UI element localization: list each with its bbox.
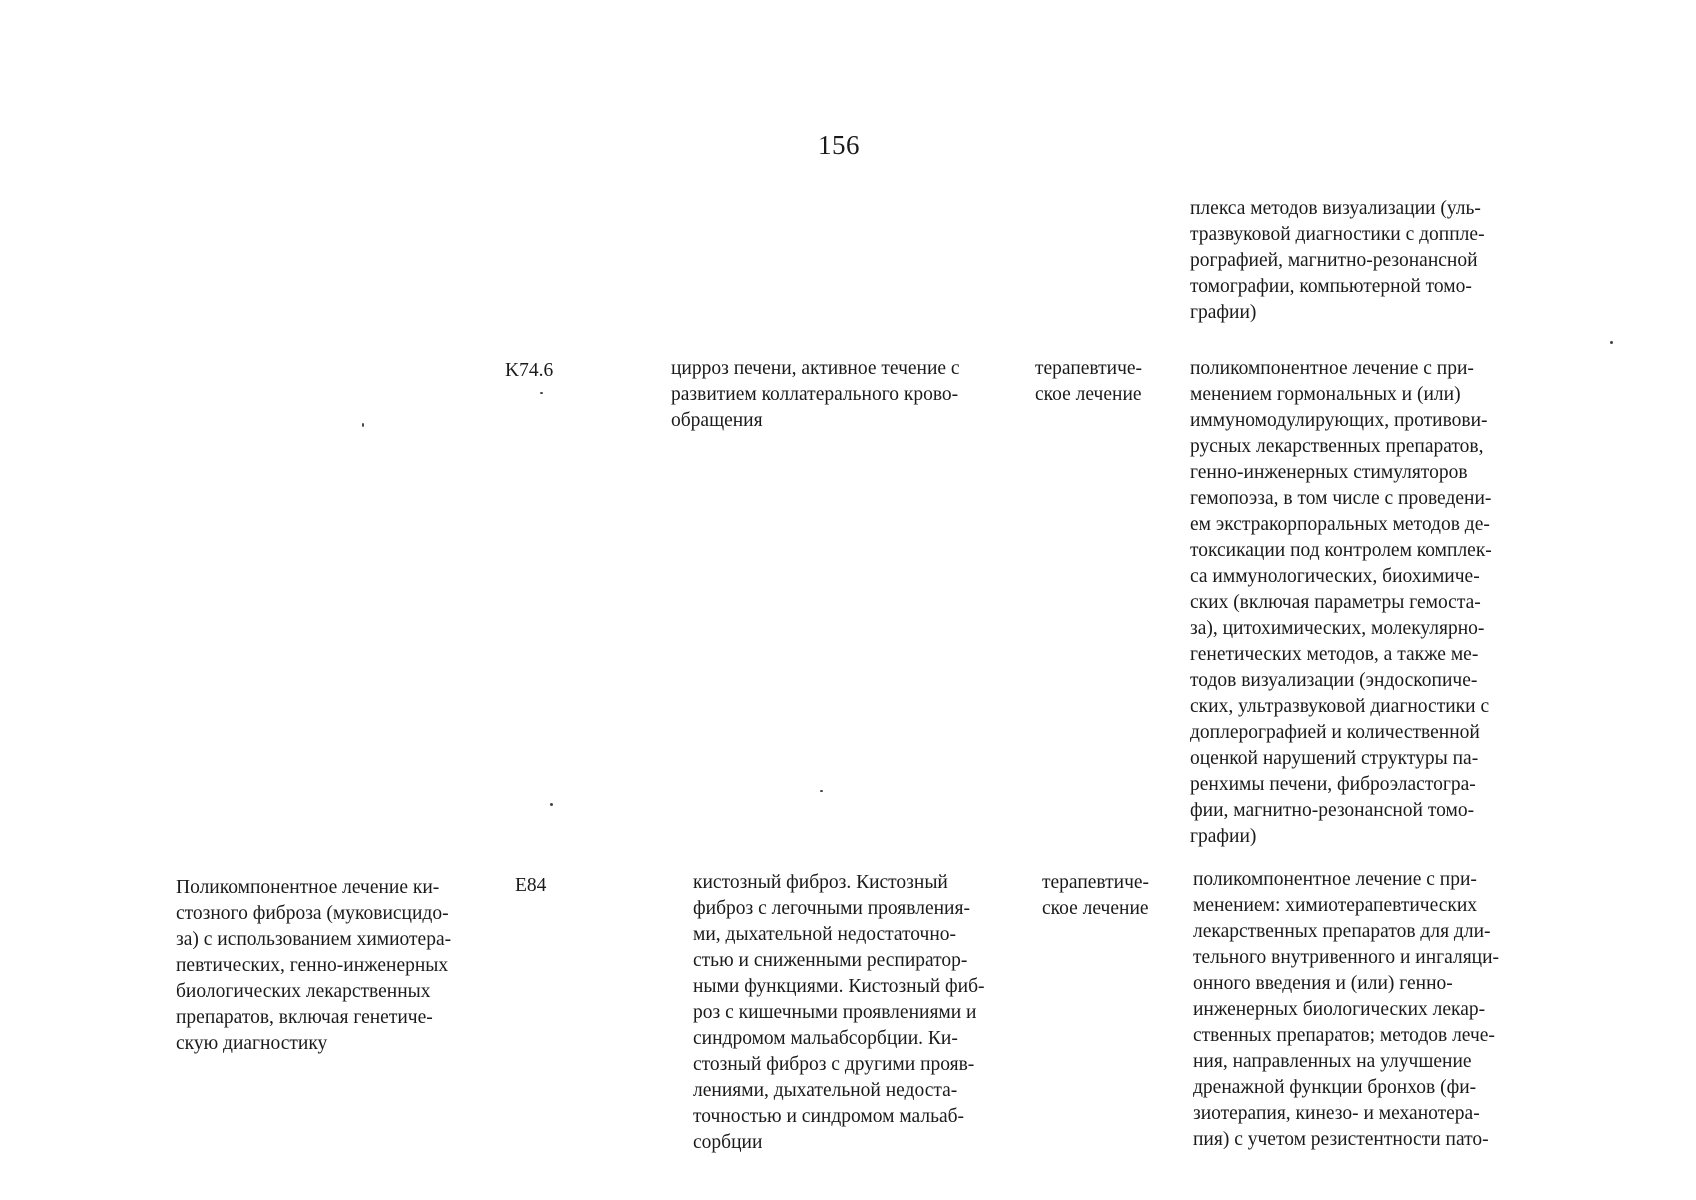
treatment-type-cell: терапевтиче- ское лечение — [1035, 358, 1143, 405]
icd-code-cell: K74.6 — [505, 360, 554, 381]
scan-speck — [820, 790, 823, 792]
method-cell: плекса методов визуализации (уль- тразвуковой диагностики с доппле- рографией, магнитно-резонансной томографии, компьютерной томо- графии) — [1190, 198, 1485, 323]
scan-speck — [362, 423, 364, 427]
scan-speck — [1610, 341, 1613, 344]
treatment-type-cell: терапевтиче- ское лечение — [1042, 872, 1150, 919]
patient-model-cell: кистозный фиброз. Кистозный фиброз с легочными проявления- ми, дыхательной недостаточно- стью и сниженными респиратор- ными функциями. Кистозный фиб- роз с кишечными проявлениями и синдромом мальабсорбции. Ки- стозный фиброз с другими прояв- лениями, дыхательной недоста- точностью и синдромом мальаб- сорбции — [693, 872, 985, 1153]
patient-model-cell: цирроз печени, активное течение с развитием коллатерального крово- обращения — [671, 358, 960, 431]
icd-code-cell: E84 — [515, 875, 547, 896]
scan-speck — [540, 392, 543, 394]
care-name-cell: Поликомпонентное лечение ки- стозного фиброза (муковисцидо- за) с использованием химиотера- певтических, генно-инженерных биологических лекарственных препаратов, включая генетиче- скую диагностику — [176, 877, 452, 1054]
scan-speck — [550, 803, 553, 806]
page-number: 156 — [818, 130, 860, 160]
method-cell: поликомпонентное лечение с при- менением: химиотерапевтических лекарственных препаратов для дли- тельного внутривенного и ингаляци- онного введения и (или) генно- инженерных биологических лекар- ственных препаратов; методов лече- ния, направленных на улучшение дренажной функции бронхов (фи- зиотерапия, кинезо- и механотера- пия) с учетом резистентности пато- — [1193, 869, 1500, 1150]
method-cell: поликомпонентное лечение с при- менением гормональных и (или) иммуномодулирующих, противови- русных лекарственных препаратов, генно-инженерных стимуляторов гемопоэза, в том числе с проведени- ем экстракорпоральных методов де- токсикации под контролем комплек- са иммунологических, биохимиче- ских (включая параметры гемоста- за), цитохимических, молекулярно- генетических методов, а также ме- тодов визуализации (эндоскопиче- ских, ультразвуковой диагностики с доплерографией и количественной оценкой нарушений структуры па- ренхимы печени, фиброэластогра- фии, магнитно-резонансной томо- графии) — [1190, 358, 1492, 847]
